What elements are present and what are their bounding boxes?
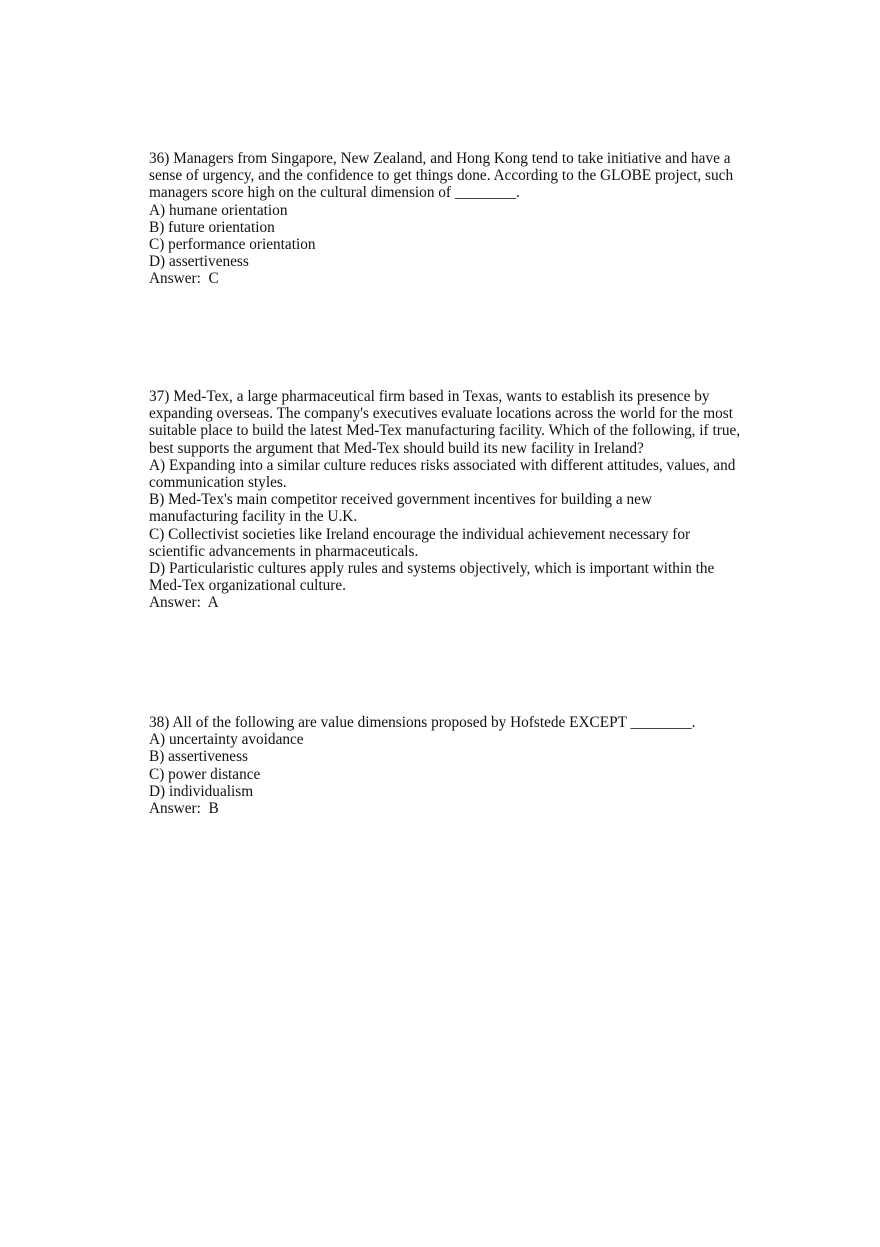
option-a [149, 731, 749, 748]
option-d [149, 253, 749, 270]
option-line: D) Particularistic cultures apply rules and systems objectively, which is important within the [149, 560, 715, 578]
answer: Answer: A [149, 594, 219, 612]
stem-line: best supports the argument that Med-Tex should build its new facility in Ireland? [149, 439, 644, 457]
question-38 [149, 714, 749, 817]
stem-line: suitable place to build the latest Med-Tex manufacturing facility. Which of the following, if true, [149, 422, 741, 440]
question-36 [149, 150, 749, 288]
option-line: Med-Tex organizational culture. [149, 577, 347, 595]
answer: Answer: B [149, 800, 219, 818]
option-line: C) Collectivist societies like Ireland encourage the individual achievement necessary for [149, 525, 691, 543]
option-c [149, 236, 749, 253]
option-line: B) Med-Tex's main competitor received government incentives for building a new [149, 491, 652, 509]
option-line: A) humane orientation [149, 201, 288, 219]
option-b [149, 748, 749, 765]
option-line: C) power distance [149, 765, 261, 783]
option-b [149, 491, 749, 525]
option-c [149, 766, 749, 783]
option-line: D) individualism [149, 782, 254, 800]
option-d [149, 560, 749, 594]
stem-line: sense of urgency, and the confidence to get things done. According to the GLOBE project, such [149, 167, 734, 185]
answer: Answer: C [149, 270, 219, 288]
stem-line: expanding overseas. The company's executives evaluate locations across the world for the most [149, 405, 734, 423]
stem-line: 36) Managers from Singapore, New Zealand, and Hong Kong tend to take initiative and have a [149, 150, 731, 167]
option-line: scientific advancements in pharmaceuticals. [149, 542, 419, 560]
option-a [149, 202, 749, 219]
stem-line: managers score high on the cultural dimension of ________. [149, 184, 520, 202]
option-line: B) assertiveness [149, 748, 248, 766]
stem-line: 38) All of the following are value dimensions proposed by Hofstede EXCEPT ________. [149, 714, 696, 731]
option-d [149, 783, 749, 800]
option-line: C) performance orientation [149, 236, 316, 254]
option-c [149, 526, 749, 560]
question-37 [149, 388, 749, 612]
stem-line: 37) Med-Tex, a large pharmaceutical firm based in Texas, wants to establish its presence by [149, 388, 710, 405]
option-line: manufacturing facility in the U.K. [149, 508, 358, 526]
question-stem [149, 150, 749, 202]
option-line: D) assertiveness [149, 253, 249, 271]
option-line: A) Expanding into a similar culture reduces risks associated with different attitudes, values, and [149, 456, 736, 474]
option-line: A) uncertainty avoidance [149, 731, 304, 749]
option-b [149, 219, 749, 236]
option-a [149, 457, 749, 491]
question-stem [149, 714, 749, 731]
option-line: B) future orientation [149, 218, 275, 236]
option-line: communication styles. [149, 474, 287, 492]
question-stem [149, 388, 749, 457]
